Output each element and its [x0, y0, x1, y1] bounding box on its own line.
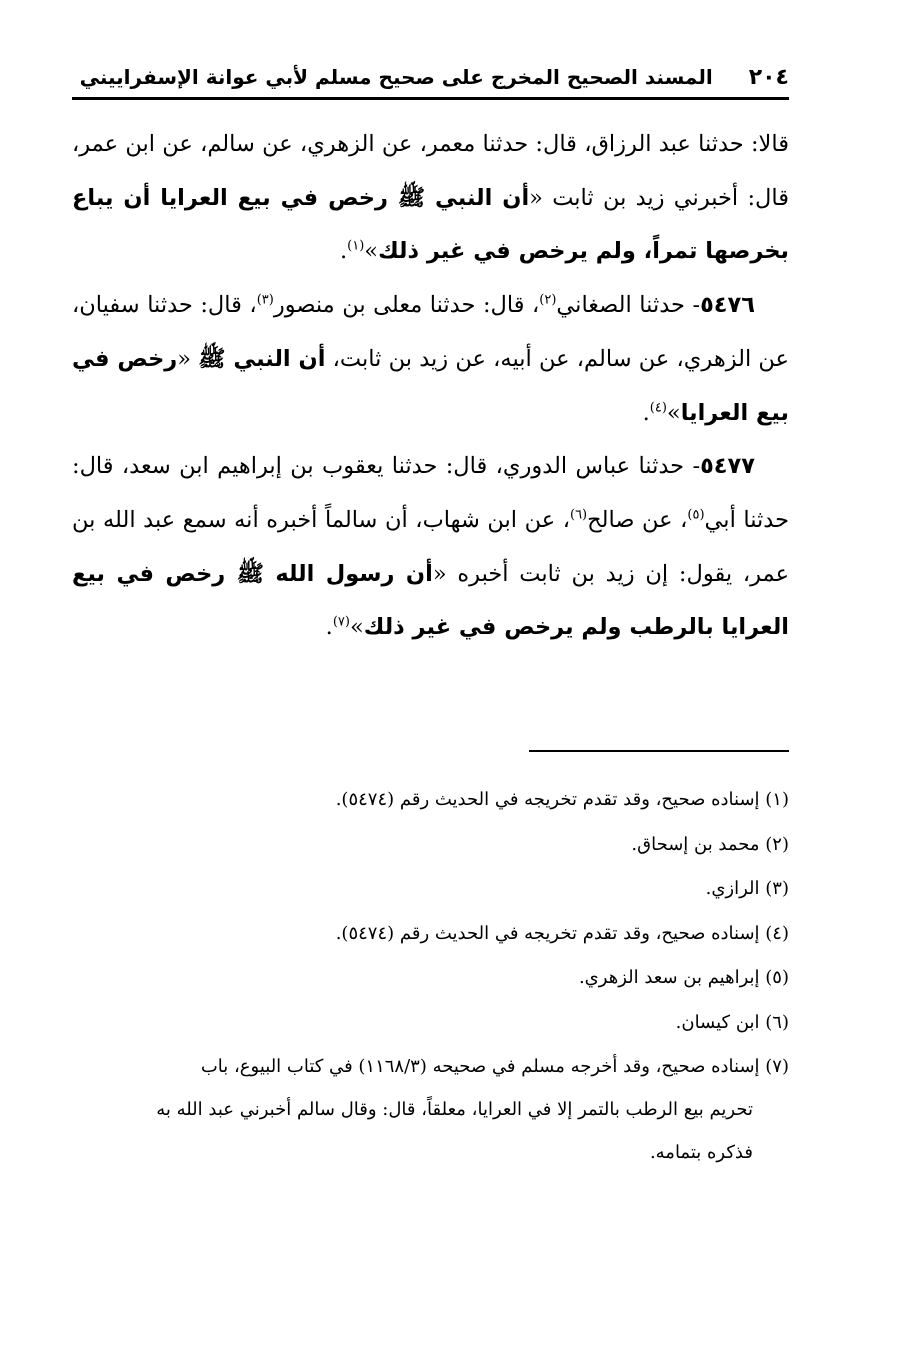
matn-text: رخص في بيع العرايا [72, 345, 789, 426]
isnad-text: ، عن صالح [587, 506, 688, 533]
footnote-7-line-1: (٧) إسناده صحيح، وقد أخرجه مسلم في صحيحه (١١٦٨/٣) في كتاب البيوع، باب [200, 1056, 789, 1077]
isnad-text: - حدثنا عباس الدوري، قال: حدثنا يعقوب بن إبراهيم ابن سعد، قال: حدثنا أبي [72, 453, 790, 533]
matn-text: أن النبي ﷺ [198, 345, 326, 372]
book-title: المسند الصحيح المخرج على صحيح مسلم لأبي عوانة الإسفراييني [79, 65, 713, 89]
hadith-5477 [72, 440, 789, 655]
quote-mark: » [666, 399, 681, 426]
main-text [72, 118, 789, 655]
hadith-number: ٥٤٧٧ [700, 453, 755, 480]
footnote-ref: (٤) [649, 400, 667, 416]
paragraph-continuation [72, 118, 789, 279]
period: . [642, 399, 650, 426]
footnote-2: (٢) محمد بن إسحاق. [631, 833, 789, 855]
footnote-1: (١) إسناده صحيح، وقد تقدم تخريجه في الحديث رقم (٥٤٧٤). [335, 789, 789, 810]
quote-mark: » [349, 614, 364, 641]
isnad-text: قالا: حدثنا عبد الرزاق، قال: حدثنا معمر، عن الزهري، عن سالم، عن ابن عمر، قال: أخبرني زيد بن ثابت « [72, 131, 789, 211]
running-header [72, 60, 789, 95]
footnote-ref: (٢) [539, 292, 557, 308]
footnote-ref: (١) [347, 238, 365, 254]
footnote-ref: (٧) [332, 614, 350, 630]
matn-text: أن النبي ﷺ رخص في بيع العرايا أن يباع بخرصها تمراً، ولم يرخص في غير ذلك [72, 184, 789, 265]
page-number: ٢٠٤ [748, 65, 789, 90]
footnote-7 [72, 1045, 789, 1174]
hadith-5476 [72, 279, 789, 440]
quote-mark: » [364, 238, 379, 265]
book-page [72, 60, 789, 1364]
quote-mark: « [177, 345, 199, 372]
footnote-separator [529, 750, 789, 752]
footnote-3: (٣) الرازي. [705, 878, 789, 899]
hadith-number: ٥٤٧٦ [700, 292, 755, 319]
footnote-6: (٦) ابن كيسان. [675, 1011, 789, 1033]
footnote-ref: (٦) [569, 507, 588, 523]
matn-text: أن رسول الله ﷺ رخص في بيع العرايا بالرطب ولم يرخص في غير ذلك [72, 560, 789, 641]
isnad-text: - حدثنا الصغاني [556, 292, 701, 319]
footnote-5: (٥) إبراهيم بن سعد الزهري. [578, 967, 789, 988]
period: . [325, 614, 333, 641]
isnad-text: ، قال: حدثنا معلى بن منصور [273, 292, 540, 319]
isnad-text: ، عن ابن شهاب، أن سالماً أخبره أنه سمع عبد الله بن عمر، يقول: إن زيد بن ثابت أخبره « [72, 506, 789, 587]
footnote-7-line-3: فذكره بتمامه. [649, 1142, 753, 1163]
footnote-4: (٤) إسناده صحيح، وقد تقدم تخريجه في الحديث رقم (٥٤٧٤). [335, 922, 789, 944]
footnote-ref: (٥) [687, 507, 705, 523]
period: . [340, 238, 348, 265]
footnotes [72, 778, 789, 1174]
footnote-7-line-2: تحريم بيع الرطب بالتمر إلا في العرايا، معلقاً، قال: وقال سالم أخبرني عبد الله به [156, 1099, 753, 1120]
isnad-text: ، قال: حدثنا سفيان، عن الزهري، عن سالم، عن أبيه، عن زيد بن ثابت، [72, 292, 789, 372]
header-rule [72, 97, 789, 100]
footnote-ref: (٣) [256, 292, 274, 308]
